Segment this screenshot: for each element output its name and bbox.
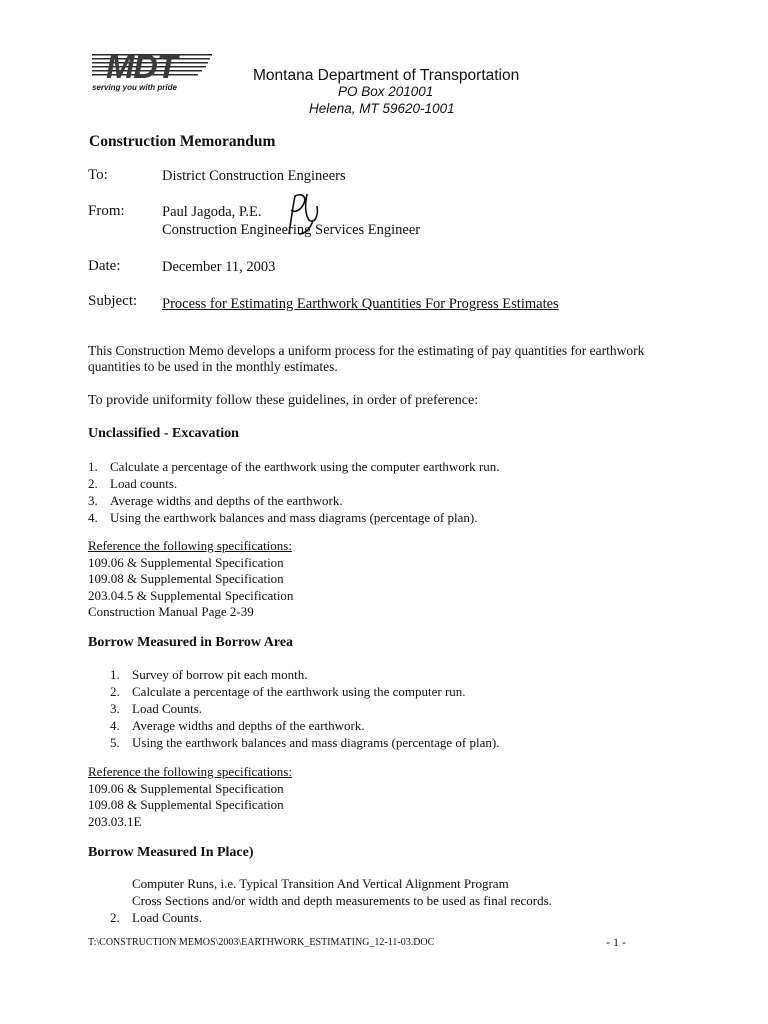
reference-heading: Reference the following specifications: — [88, 538, 292, 553]
mdt-logo-icon — [92, 48, 217, 84]
list-item: Cross Sections and/or width and depth measurements to be used as final records. — [132, 893, 552, 908]
reference-item: 203.04.5 & Supplemental Specification — [88, 587, 294, 603]
guidelines-text: To provide uniformity follow these guidelines, in order of preference: — [88, 393, 479, 408]
list-item: 2. Load Counts. — [110, 910, 203, 925]
list-item: 3. Average widths and depths of the earthwork. — [88, 493, 343, 508]
list-item: 5. Using the earthwork balances and mass diagrams (percentage of plan). — [110, 735, 500, 750]
page-number: - 1 - — [606, 935, 626, 949]
list-item: 4. Using the earthwork balances and mass diagrams (percentage of plan). — [88, 510, 478, 525]
to-label: To: — [88, 167, 108, 183]
references-unclassified-excavation — [88, 538, 293, 621]
list-item: 1. Survey of borrow pit each month. — [110, 667, 308, 682]
subject-value: Process for Estimating Earthwork Quantities For Progress Estimates — [162, 296, 559, 312]
memo-title: Construction Memorandum — [89, 133, 276, 150]
section-heading-borrow-measured-in-borrow-area: Borrow Measured in Borrow Area — [88, 635, 294, 650]
list-borrow-measured-in-place — [110, 875, 552, 926]
list-borrow-measured-in-borrow-area — [110, 666, 499, 751]
reference-item: Construction Manual Page 2-39 — [88, 604, 254, 619]
reference-heading: Reference the following specifications: — [88, 764, 292, 779]
logo-text: MDT — [106, 48, 177, 84]
list-item: 4. Average widths and depths of the earthwork. — [110, 718, 365, 733]
references-borrow-measured-in-borrow-area — [88, 764, 292, 830]
date-value: December 11, 2003 — [162, 259, 276, 275]
list-item: 2. Calculate a percentage of the earthwork using the computer run. — [110, 684, 466, 699]
section-heading-borrow-measured-in-place: Borrow Measured In Place) — [88, 845, 254, 860]
list-item: 1. Calculate a percentage of the earthwork using the computer earthwork run. — [88, 459, 500, 474]
reference-item: 203.03.1E — [88, 813, 142, 829]
subject-label: Subject: — [88, 293, 138, 309]
org-name: Montana Department of Transportation — [253, 67, 520, 84]
list-unclassified-excavation — [88, 458, 499, 526]
from-label: From: — [88, 203, 125, 219]
signature — [283, 190, 331, 240]
to-value: District Construction Engineers — [162, 168, 346, 184]
org-city: Helena, MT 59620-1001 — [309, 101, 455, 116]
logo-tagline: serving you with pride — [92, 83, 177, 92]
intro-line-1: This Construction Memo develops a uniform process for the estimating of pay quantities for earthwork — [88, 343, 645, 358]
reference-item: 109.08 & Supplemental Specification — [88, 571, 284, 586]
footer-file-path: T:\CONSTRUCTION MEMOS\2003\EARTHWORK_ESTIMATING_12-11-03.DOC — [88, 937, 435, 948]
section-heading-unclassified-excavation: Unclassified - Excavation — [88, 426, 239, 441]
from-name: Paul Jagoda, P.E. — [162, 204, 262, 220]
list-item: 2. Load counts. — [88, 476, 178, 491]
reference-item: 109.06 & Supplemental Specification — [88, 554, 284, 570]
intro-line-2: quantities to be used in the monthly estimates. — [88, 359, 338, 374]
from-title: Construction Engineering Services Engineer — [162, 222, 421, 238]
org-po-box: PO Box 201001 — [338, 84, 434, 99]
list-item: 3. Load Counts. — [110, 701, 203, 716]
reference-item: 109.08 & Supplemental Specification — [88, 797, 284, 812]
date-label: Date: — [88, 258, 121, 274]
reference-item: 109.06 & Supplemental Specification — [88, 780, 284, 796]
list-item: Computer Runs, i.e. Typical Transition And Vertical Alignment Program — [132, 876, 509, 891]
signature-icon — [283, 190, 331, 240]
